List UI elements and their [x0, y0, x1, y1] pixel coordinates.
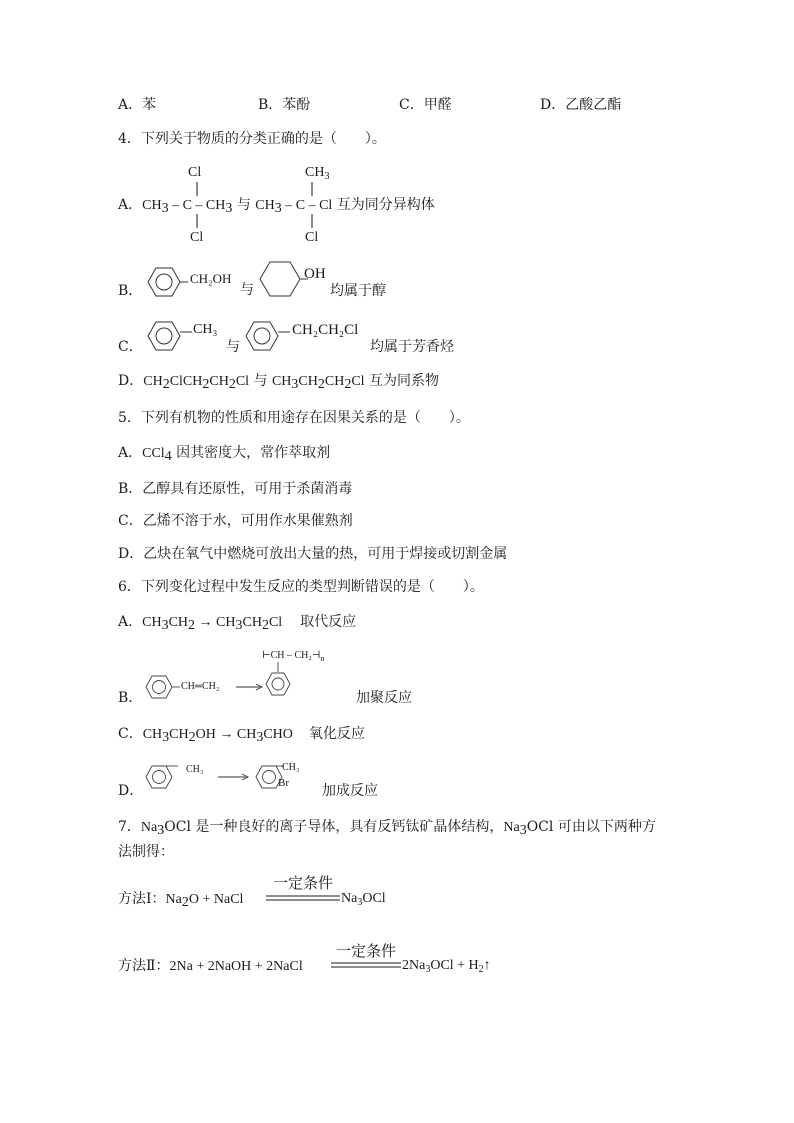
q5-option-a: A．CCl$_4$ 因其密度大，常作萃取剂 [118, 445, 331, 464]
q7-method2-product: $2Na_3OCl$ + $H_2↑$ [402, 958, 491, 975]
q4-a-cl-top: Cl [188, 165, 202, 180]
q4-c-label: C． [118, 339, 143, 355]
q5-option-b: B．乙醇具有还原性，可用于杀菌消毒 [118, 481, 353, 497]
q6-d-product-group2: Br [278, 777, 289, 789]
q4-c-group1: CH₃ [193, 322, 218, 337]
q5-option-c: C．乙烯不溶于水，可用作水果催熟剂 [118, 513, 353, 529]
q4-b-group2: OH [304, 266, 326, 282]
q3-option-c: C．甲醛 [399, 97, 452, 113]
q6-d-reactant-group: CH₃ [186, 764, 204, 775]
q6-option-a: A．$CH_3CH_2 \to CH_3CH_2Cl$ 取代反应 [118, 614, 357, 633]
q6-d-product-group1: CH₃ [282, 762, 300, 773]
q4-a-ch3-top: $CH_3$ [305, 165, 330, 182]
q3-option-d: D．乙酸乙酯 [540, 97, 622, 113]
q5-option-d: D．乙炔在氧气中燃烧可放出大量的热，可用于焊接或切割金属 [118, 546, 508, 562]
q4-stem: 4．下列关于物质的分类正确的是（ ）。 [118, 131, 386, 147]
benzene-ring-icon [240, 316, 300, 356]
q6-b-polymer: ⊢CH – $CH_2⊣_n$ [262, 650, 325, 663]
benzene-ring-icon [140, 316, 200, 356]
equals-bar [266, 894, 340, 902]
q3-option-a: A．苯 [118, 97, 157, 113]
benzene-ring-icon [262, 660, 296, 706]
q5-stem: 5．下列有机物的性质和用途存在因果关系的是（ ）。 [118, 410, 470, 426]
q6-option-c: C．$CH_3CH_2OH \to CH_3CHO$ 氧化反应 [118, 726, 365, 745]
q6-b-label: B． [118, 690, 143, 706]
q4-b-tail: 均属于醇 [330, 283, 386, 299]
q7-method1: 方法Ⅰ：$Na_2O$ + NaCl [118, 891, 244, 910]
q6-b-reactant-group: CH═CH₂ [181, 681, 220, 692]
q6-b-type: 加聚反应 [356, 690, 412, 706]
benzene-ring-icon [140, 670, 180, 704]
q4-a-row: A．$CH_3$ – C – $CH_3$ 与 $CH_3$ – C – Cl 互为同分异构体 [118, 197, 435, 216]
q6-d-label: D． [118, 783, 144, 799]
equals-bar [331, 961, 401, 969]
arrow-icon [218, 770, 252, 784]
q4-c-conj: 与 [226, 339, 240, 355]
q4-c-tail: 均属于芳香烃 [370, 339, 454, 355]
q4-b-conj: 与 [240, 282, 254, 298]
q7-stem-line2: 法制得： [118, 844, 174, 860]
q7-method1-product: $Na_3OCl$ [341, 891, 386, 908]
q4-a-cl-bottom2: Cl [305, 230, 319, 245]
q6-stem: 6．下列变化过程中发生反应的类型判断错误的是（ ）。 [118, 579, 484, 595]
q7-method2: 方法Ⅱ：2Na + 2NaOH + 2NaCl [118, 958, 303, 974]
q3-option-b: B．苯酚 [258, 97, 311, 113]
q4-a-bonds [0, 0, 794, 260]
q4-c-group2: CH₂CH₂Cl [292, 322, 359, 338]
q7-method1-condition: 一定条件 [272, 874, 333, 892]
q4-a-cl-bottom: Cl [190, 230, 204, 245]
q4-b-label: B． [118, 283, 143, 299]
q4-b-group1: CH₂OH [190, 271, 232, 286]
q4-d-row: D．$CH_2ClCH_2CH_2Cl$ 与 $CH_3CH_2CH_2Cl$ 互为同系物 [118, 373, 440, 392]
q7-stem-line1: 7．$Na_3OCl$ 是一种良好的离子导体，具有反钙钛矿晶体结构，$Na_3OCl$ 可由以下两种方 [118, 819, 656, 838]
q7-method2-condition: 一定条件 [335, 942, 396, 960]
q6-d-type: 加成反应 [322, 783, 378, 799]
benzene-ring-icon [140, 760, 190, 794]
